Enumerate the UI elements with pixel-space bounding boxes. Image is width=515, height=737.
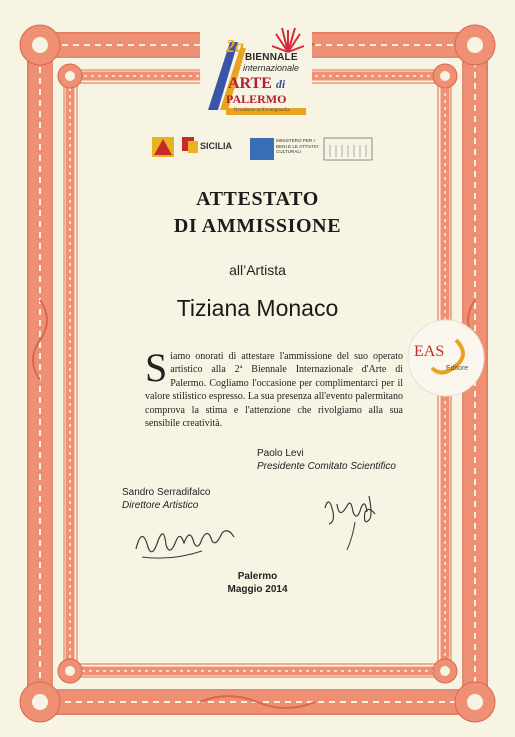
left-signatory-role: Direttore Artistico bbox=[122, 500, 199, 511]
to-artist-label: all’Artista bbox=[229, 262, 286, 278]
right-signatory-role: Presidente Comitato Scientifico bbox=[257, 461, 396, 472]
right-handwritten-signature bbox=[315, 478, 395, 558]
eas-editore-label: Editore bbox=[446, 365, 469, 372]
logo-tagline: Il realismo nell'avanguardia bbox=[234, 108, 290, 113]
left-handwritten-signature bbox=[128, 505, 248, 567]
date-label: Maggio 2014 bbox=[227, 584, 288, 595]
logo-internazionale-text: internazionale bbox=[243, 63, 300, 73]
certificate-body-text: iamo onorati di attestare l'ammissione del suo operato artistico alla 2ª Biennale Internazionale d'Arte di Palermo. Cogliamo l'occasione per complimentarci per il valore stilistico espresso. La sua presenza all'evento palermitano comprova la stima e l'attenzione che rivolgiamo alla sua sensibile creatività. bbox=[145, 351, 403, 430]
eas-letters: EAS bbox=[414, 343, 445, 360]
certificate-title-line1: ATTESTATO bbox=[196, 188, 319, 210]
left-signatory-name: Sandro Serradifalco bbox=[122, 487, 211, 498]
logo-edition-number: 2a bbox=[226, 36, 244, 56]
sponsor-logos bbox=[150, 135, 375, 165]
logo-di-word: di bbox=[275, 77, 286, 91]
right-signatory-name: Paolo Levi bbox=[257, 448, 304, 459]
logo-palermo-text: PALERMO bbox=[226, 92, 287, 106]
certificate-title-line2: DI AMMISSIONE bbox=[173, 215, 342, 237]
eas-publisher-badge bbox=[402, 318, 512, 398]
sponsor-ministero-text: MINISTERO PER I BENI E LE ATTIVITA' CULTURALI bbox=[276, 138, 320, 154]
drop-cap: S bbox=[145, 345, 168, 390]
logo-biennale-text: BIENNALE bbox=[245, 52, 298, 63]
sponsor-sicilia-text: SICILIA bbox=[200, 141, 233, 151]
certificate-body bbox=[145, 345, 403, 430]
place-label: Palermo bbox=[237, 571, 278, 582]
logo-arte-word: ARTE bbox=[228, 75, 272, 92]
artist-name: Tiziana Monaco bbox=[176, 295, 339, 321]
logo-arte-text bbox=[228, 75, 285, 93]
